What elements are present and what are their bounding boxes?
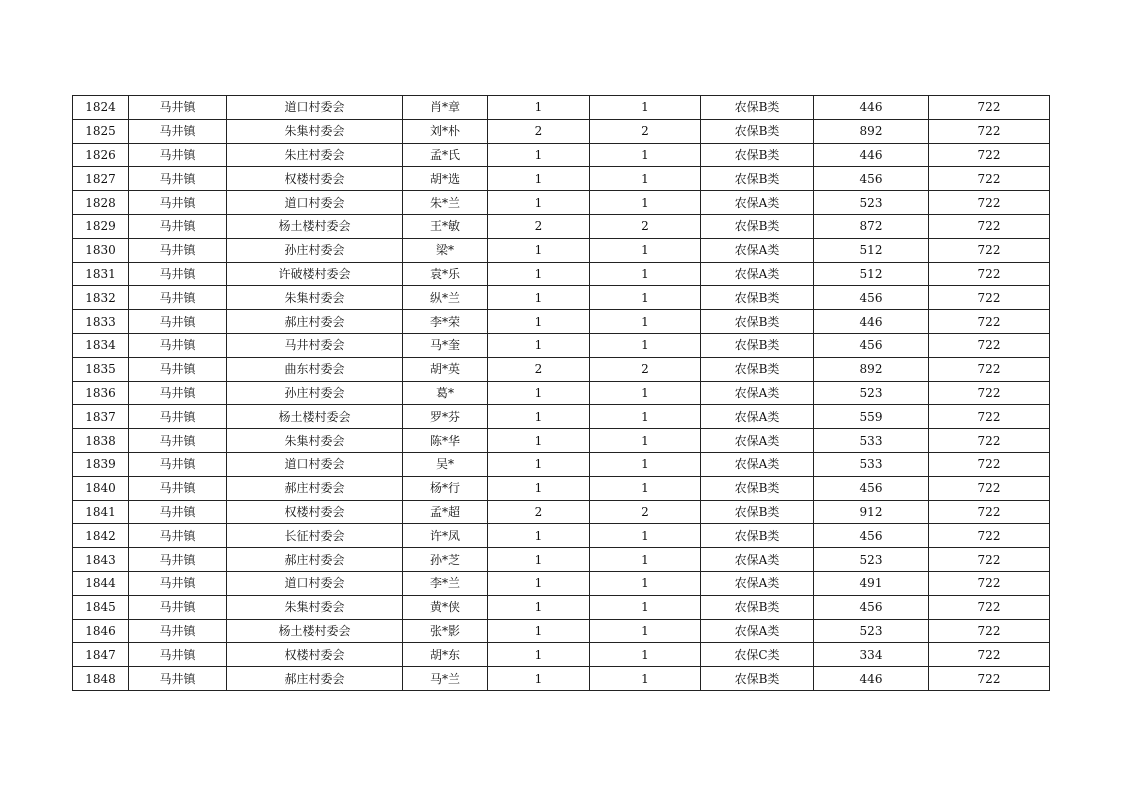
cell-person-name: 胡*东 <box>403 643 488 667</box>
cell-standard-value: 722 <box>929 143 1050 167</box>
cell-standard-value: 722 <box>929 452 1050 476</box>
cell-village-committee: 孙庄村委会 <box>227 238 403 262</box>
cell-village-committee: 权楼村委会 <box>227 643 403 667</box>
cell-amount: 533 <box>814 452 929 476</box>
cell-count-a: 1 <box>488 643 590 667</box>
cell-township: 马井镇 <box>129 96 227 120</box>
cell-row-number: 1831 <box>73 262 129 286</box>
cell-count-b: 1 <box>590 191 701 215</box>
cell-township: 马井镇 <box>129 262 227 286</box>
table-row <box>73 119 1050 143</box>
cell-insurance-category: 农保B类 <box>701 143 814 167</box>
table-row <box>73 333 1050 357</box>
cell-township: 马井镇 <box>129 452 227 476</box>
cell-person-name: 袁*乐 <box>403 262 488 286</box>
table-row <box>73 524 1050 548</box>
table-row <box>73 357 1050 381</box>
cell-person-name: 许*凤 <box>403 524 488 548</box>
cell-village-committee: 杨土楼村委会 <box>227 405 403 429</box>
cell-insurance-category: 农保A类 <box>701 381 814 405</box>
cell-village-committee: 郝庄村委会 <box>227 310 403 334</box>
table-row <box>73 619 1050 643</box>
cell-count-b: 1 <box>590 238 701 262</box>
cell-person-name: 孙*芝 <box>403 548 488 572</box>
table-row <box>73 238 1050 262</box>
table-row <box>73 405 1050 429</box>
cell-insurance-category: 农保A类 <box>701 238 814 262</box>
cell-count-a: 1 <box>488 310 590 334</box>
cell-count-a: 1 <box>488 548 590 572</box>
cell-row-number: 1836 <box>73 381 129 405</box>
table-row <box>73 191 1050 215</box>
cell-count-a: 1 <box>488 595 590 619</box>
cell-count-a: 1 <box>488 476 590 500</box>
table-row <box>73 167 1050 191</box>
cell-township: 马井镇 <box>129 381 227 405</box>
cell-amount: 456 <box>814 286 929 310</box>
cell-count-b: 1 <box>590 524 701 548</box>
cell-person-name: 胡*英 <box>403 357 488 381</box>
table-row <box>73 381 1050 405</box>
cell-count-a: 1 <box>488 667 590 691</box>
cell-standard-value: 722 <box>929 333 1050 357</box>
cell-person-name: 孟*氏 <box>403 143 488 167</box>
cell-count-a: 1 <box>488 238 590 262</box>
cell-standard-value: 722 <box>929 500 1050 524</box>
cell-township: 马井镇 <box>129 310 227 334</box>
cell-standard-value: 722 <box>929 310 1050 334</box>
cell-township: 马井镇 <box>129 429 227 453</box>
cell-standard-value: 722 <box>929 262 1050 286</box>
cell-amount: 892 <box>814 357 929 381</box>
table-row <box>73 500 1050 524</box>
cell-row-number: 1839 <box>73 452 129 476</box>
cell-village-committee: 朱集村委会 <box>227 595 403 619</box>
cell-township: 马井镇 <box>129 524 227 548</box>
cell-count-b: 1 <box>590 381 701 405</box>
cell-amount: 456 <box>814 524 929 548</box>
cell-standard-value: 722 <box>929 548 1050 572</box>
cell-row-number: 1837 <box>73 405 129 429</box>
cell-count-a: 1 <box>488 571 590 595</box>
cell-amount: 512 <box>814 238 929 262</box>
cell-township: 马井镇 <box>129 405 227 429</box>
cell-village-committee: 权楼村委会 <box>227 500 403 524</box>
table-row <box>73 667 1050 691</box>
cell-township: 马井镇 <box>129 571 227 595</box>
cell-standard-value: 722 <box>929 524 1050 548</box>
cell-insurance-category: 农保B类 <box>701 119 814 143</box>
cell-row-number: 1841 <box>73 500 129 524</box>
cell-count-a: 1 <box>488 619 590 643</box>
cell-count-a: 1 <box>488 167 590 191</box>
cell-standard-value: 722 <box>929 167 1050 191</box>
cell-insurance-category: 农保B类 <box>701 667 814 691</box>
cell-standard-value: 722 <box>929 286 1050 310</box>
cell-amount: 446 <box>814 310 929 334</box>
cell-row-number: 1843 <box>73 548 129 572</box>
cell-row-number: 1846 <box>73 619 129 643</box>
table-row <box>73 310 1050 334</box>
records-table <box>72 95 1050 691</box>
cell-amount: 559 <box>814 405 929 429</box>
cell-standard-value: 722 <box>929 214 1050 238</box>
cell-count-b: 1 <box>590 262 701 286</box>
cell-amount: 523 <box>814 548 929 572</box>
cell-person-name: 黄*侠 <box>403 595 488 619</box>
cell-township: 马井镇 <box>129 357 227 381</box>
cell-village-committee: 道口村委会 <box>227 96 403 120</box>
cell-person-name: 纵*兰 <box>403 286 488 310</box>
cell-standard-value: 722 <box>929 571 1050 595</box>
cell-township: 马井镇 <box>129 667 227 691</box>
cell-row-number: 1840 <box>73 476 129 500</box>
cell-amount: 446 <box>814 96 929 120</box>
cell-standard-value: 722 <box>929 619 1050 643</box>
cell-row-number: 1833 <box>73 310 129 334</box>
cell-count-b: 1 <box>590 476 701 500</box>
cell-village-committee: 郝庄村委会 <box>227 476 403 500</box>
cell-village-committee: 朱集村委会 <box>227 119 403 143</box>
cell-count-a: 2 <box>488 357 590 381</box>
cell-township: 马井镇 <box>129 191 227 215</box>
cell-person-name: 张*影 <box>403 619 488 643</box>
cell-amount: 512 <box>814 262 929 286</box>
cell-person-name: 吴* <box>403 452 488 476</box>
cell-person-name: 罗*芬 <box>403 405 488 429</box>
cell-row-number: 1842 <box>73 524 129 548</box>
table-row <box>73 595 1050 619</box>
cell-row-number: 1847 <box>73 643 129 667</box>
cell-village-committee: 马井村委会 <box>227 333 403 357</box>
cell-village-committee: 孙庄村委会 <box>227 381 403 405</box>
table-row <box>73 96 1050 120</box>
cell-row-number: 1825 <box>73 119 129 143</box>
cell-insurance-category: 农保B类 <box>701 595 814 619</box>
cell-count-a: 1 <box>488 96 590 120</box>
cell-row-number: 1844 <box>73 571 129 595</box>
cell-insurance-category: 农保B类 <box>701 310 814 334</box>
table-row <box>73 548 1050 572</box>
cell-insurance-category: 农保A类 <box>701 405 814 429</box>
table-row <box>73 476 1050 500</box>
cell-insurance-category: 农保A类 <box>701 429 814 453</box>
cell-insurance-category: 农保A类 <box>701 619 814 643</box>
cell-village-committee: 权楼村委会 <box>227 167 403 191</box>
cell-row-number: 1835 <box>73 357 129 381</box>
cell-count-a: 1 <box>488 429 590 453</box>
cell-row-number: 1829 <box>73 214 129 238</box>
cell-standard-value: 722 <box>929 357 1050 381</box>
cell-amount: 523 <box>814 191 929 215</box>
cell-amount: 456 <box>814 333 929 357</box>
table-row <box>73 214 1050 238</box>
cell-insurance-category: 农保B类 <box>701 96 814 120</box>
cell-insurance-category: 农保B类 <box>701 524 814 548</box>
cell-township: 马井镇 <box>129 119 227 143</box>
cell-count-a: 2 <box>488 119 590 143</box>
cell-amount: 491 <box>814 571 929 595</box>
cell-township: 马井镇 <box>129 548 227 572</box>
table-row <box>73 262 1050 286</box>
cell-village-committee: 朱庄村委会 <box>227 143 403 167</box>
cell-row-number: 1838 <box>73 429 129 453</box>
cell-count-b: 2 <box>590 214 701 238</box>
cell-amount: 456 <box>814 476 929 500</box>
cell-standard-value: 722 <box>929 96 1050 120</box>
cell-township: 马井镇 <box>129 595 227 619</box>
cell-township: 马井镇 <box>129 286 227 310</box>
cell-amount: 446 <box>814 667 929 691</box>
cell-village-committee: 曲东村委会 <box>227 357 403 381</box>
cell-row-number: 1834 <box>73 333 129 357</box>
cell-village-committee: 道口村委会 <box>227 191 403 215</box>
cell-count-b: 1 <box>590 286 701 310</box>
cell-standard-value: 722 <box>929 643 1050 667</box>
cell-count-a: 1 <box>488 333 590 357</box>
cell-standard-value: 722 <box>929 191 1050 215</box>
cell-count-a: 1 <box>488 191 590 215</box>
cell-person-name: 陈*华 <box>403 429 488 453</box>
table-row <box>73 452 1050 476</box>
cell-row-number: 1828 <box>73 191 129 215</box>
cell-count-b: 1 <box>590 310 701 334</box>
cell-person-name: 马*兰 <box>403 667 488 691</box>
cell-person-name: 王*敏 <box>403 214 488 238</box>
cell-count-b: 1 <box>590 667 701 691</box>
cell-count-a: 1 <box>488 405 590 429</box>
cell-village-committee: 郝庄村委会 <box>227 667 403 691</box>
cell-count-a: 1 <box>488 381 590 405</box>
cell-amount: 533 <box>814 429 929 453</box>
cell-standard-value: 722 <box>929 405 1050 429</box>
cell-standard-value: 722 <box>929 238 1050 262</box>
cell-person-name: 李*兰 <box>403 571 488 595</box>
cell-amount: 892 <box>814 119 929 143</box>
cell-insurance-category: 农保A类 <box>701 191 814 215</box>
cell-insurance-category: 农保A类 <box>701 571 814 595</box>
cell-insurance-category: 农保B类 <box>701 286 814 310</box>
cell-count-b: 1 <box>590 143 701 167</box>
cell-standard-value: 722 <box>929 381 1050 405</box>
cell-insurance-category: 农保B类 <box>701 333 814 357</box>
cell-village-committee: 许破楼村委会 <box>227 262 403 286</box>
cell-count-b: 2 <box>590 357 701 381</box>
cell-person-name: 李*荣 <box>403 310 488 334</box>
cell-person-name: 朱*兰 <box>403 191 488 215</box>
cell-township: 马井镇 <box>129 214 227 238</box>
cell-insurance-category: 农保C类 <box>701 643 814 667</box>
table-row <box>73 143 1050 167</box>
cell-count-a: 2 <box>488 214 590 238</box>
cell-insurance-category: 农保B类 <box>701 500 814 524</box>
cell-amount: 523 <box>814 381 929 405</box>
cell-township: 马井镇 <box>129 333 227 357</box>
cell-township: 马井镇 <box>129 500 227 524</box>
cell-count-a: 1 <box>488 286 590 310</box>
cell-township: 马井镇 <box>129 167 227 191</box>
table-row <box>73 286 1050 310</box>
cell-row-number: 1826 <box>73 143 129 167</box>
cell-amount: 456 <box>814 167 929 191</box>
cell-count-b: 1 <box>590 595 701 619</box>
cell-person-name: 梁* <box>403 238 488 262</box>
cell-insurance-category: 农保A类 <box>701 262 814 286</box>
cell-standard-value: 722 <box>929 476 1050 500</box>
cell-count-b: 1 <box>590 167 701 191</box>
cell-row-number: 1830 <box>73 238 129 262</box>
cell-count-b: 1 <box>590 452 701 476</box>
cell-village-committee: 朱集村委会 <box>227 286 403 310</box>
cell-village-committee: 郝庄村委会 <box>227 548 403 572</box>
cell-count-b: 2 <box>590 119 701 143</box>
cell-amount: 872 <box>814 214 929 238</box>
cell-row-number: 1848 <box>73 667 129 691</box>
cell-amount: 912 <box>814 500 929 524</box>
cell-standard-value: 722 <box>929 595 1050 619</box>
cell-count-a: 1 <box>488 143 590 167</box>
cell-count-b: 1 <box>590 405 701 429</box>
cell-standard-value: 722 <box>929 119 1050 143</box>
cell-amount: 334 <box>814 643 929 667</box>
cell-insurance-category: 农保B类 <box>701 214 814 238</box>
cell-township: 马井镇 <box>129 238 227 262</box>
cell-count-b: 2 <box>590 500 701 524</box>
cell-township: 马井镇 <box>129 476 227 500</box>
cell-count-a: 1 <box>488 524 590 548</box>
cell-row-number: 1845 <box>73 595 129 619</box>
cell-count-b: 1 <box>590 333 701 357</box>
cell-insurance-category: 农保B类 <box>701 167 814 191</box>
cell-township: 马井镇 <box>129 619 227 643</box>
cell-amount: 456 <box>814 595 929 619</box>
cell-row-number: 1827 <box>73 167 129 191</box>
cell-count-b: 1 <box>590 429 701 453</box>
cell-person-name: 孟*超 <box>403 500 488 524</box>
cell-person-name: 马*奎 <box>403 333 488 357</box>
cell-village-committee: 杨土楼村委会 <box>227 214 403 238</box>
cell-count-b: 1 <box>590 571 701 595</box>
cell-insurance-category: 农保A类 <box>701 452 814 476</box>
cell-amount: 446 <box>814 143 929 167</box>
cell-village-committee: 杨土楼村委会 <box>227 619 403 643</box>
cell-count-a: 1 <box>488 262 590 286</box>
cell-person-name: 胡*选 <box>403 167 488 191</box>
cell-amount: 523 <box>814 619 929 643</box>
cell-village-committee: 朱集村委会 <box>227 429 403 453</box>
table-row <box>73 429 1050 453</box>
records-body <box>73 96 1050 691</box>
cell-township: 马井镇 <box>129 143 227 167</box>
cell-count-a: 1 <box>488 452 590 476</box>
cell-insurance-category: 农保A类 <box>701 548 814 572</box>
cell-count-b: 1 <box>590 619 701 643</box>
cell-row-number: 1832 <box>73 286 129 310</box>
cell-standard-value: 722 <box>929 429 1050 453</box>
cell-village-committee: 道口村委会 <box>227 452 403 476</box>
cell-standard-value: 722 <box>929 667 1050 691</box>
cell-count-b: 1 <box>590 548 701 572</box>
cell-person-name: 葛* <box>403 381 488 405</box>
cell-count-b: 1 <box>590 643 701 667</box>
cell-person-name: 刘*朴 <box>403 119 488 143</box>
table-row <box>73 571 1050 595</box>
cell-village-committee: 道口村委会 <box>227 571 403 595</box>
cell-village-committee: 长征村委会 <box>227 524 403 548</box>
cell-township: 马井镇 <box>129 643 227 667</box>
cell-insurance-category: 农保B类 <box>701 357 814 381</box>
cell-row-number: 1824 <box>73 96 129 120</box>
table-row <box>73 643 1050 667</box>
cell-insurance-category: 农保B类 <box>701 476 814 500</box>
cell-count-b: 1 <box>590 96 701 120</box>
cell-person-name: 杨*行 <box>403 476 488 500</box>
cell-person-name: 肖*章 <box>403 96 488 120</box>
cell-count-a: 2 <box>488 500 590 524</box>
